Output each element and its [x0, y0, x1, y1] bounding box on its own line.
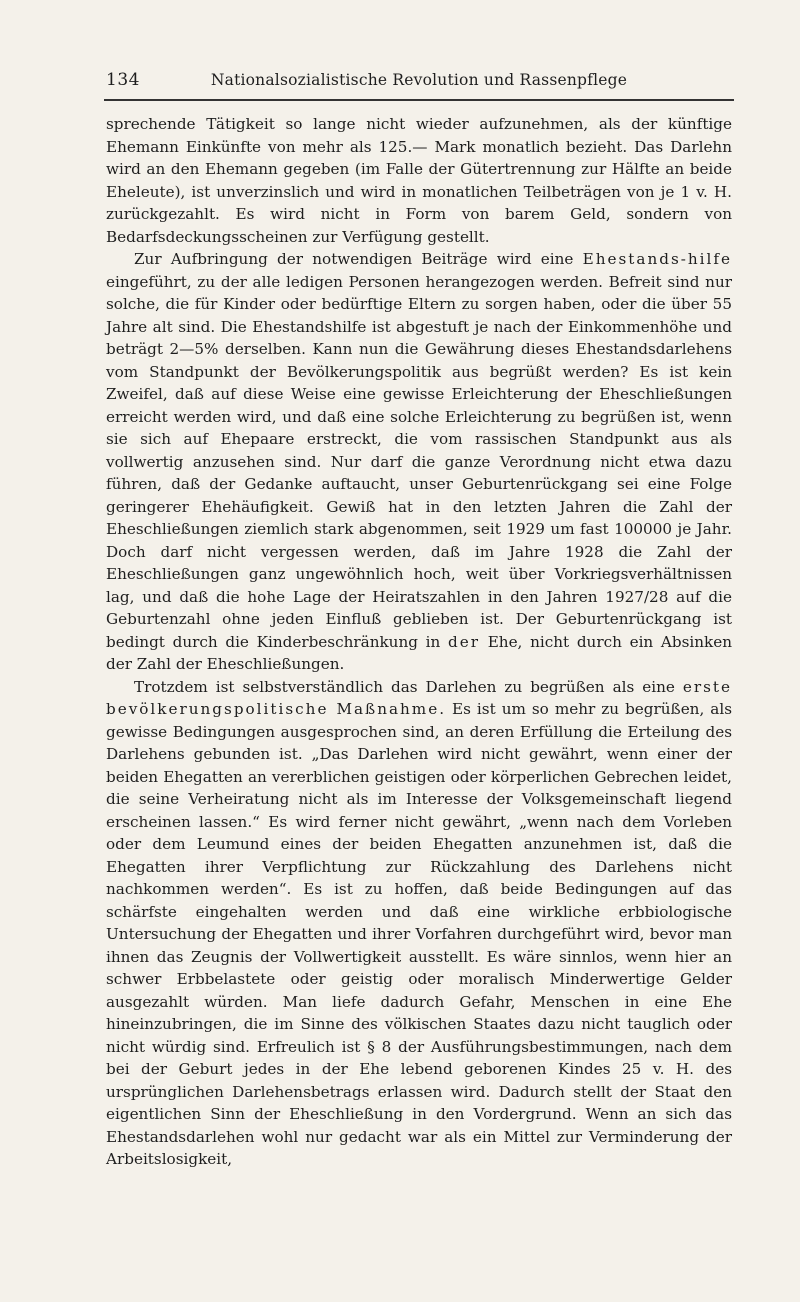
paragraph: [106, 676, 732, 1171]
paragraph-text: Ehe, nicht durch ein Absinken der Zahl der Eheschließungen.: [106, 632, 733, 673]
emphasized-term: der: [448, 632, 480, 651]
body-text: [106, 113, 732, 1171]
emphasized-term: erste bevölkerungspolitische Maßnahme.: [106, 677, 732, 718]
running-head: Nationalsozialistische Revolution und Rassenpflege: [210, 71, 628, 89]
paragraph-text: eingeführt, zu der alle ledigen Personen herangezogen werden. Befreit sind nur solche, die für Kinder oder bedürftige Eltern zu sorgen haben, oder die über 55 Jahre alt sind. Die Ehestandshilfe ist abgestuft je nach der Einkommenhöhe und beträgt 2—5% derselben. Kann nun die Gewährung dieses Ehestandsdarlehens vom Standpunkt der Bevölkerungspolitik aus begrüßt werden? Es ist kein Zweifel, daß auf diese Weise eine gewisse Erleichterung der Eheschließungen erreicht werden wird, und daß eine solche Erleichterung zu begrüßen ist, wenn sie sich auf Ehepaare erstreckt, die vom rassischen Standpunkt aus als vollwertig anzusehen sind. Nur darf die ganze Verordnung nicht etwa dazu führen, daß der Gedanke auftaucht, unser Geburtenrückgang sei eine Folge geringerer Ehehäufigkeit. Gewiß hat in den letzten Jahren die Zahl der Eheschließungen ziemlich stark abgenommen, seit 1929 um fast 100000 je Jahr. Doch darf nicht vergessen werden, daß im Jahre 1928 die Zahl der Eheschließungen ganz ungewöhnlich hoch, weit über Vorkriegsverhältnissen lag, und daß die hohe Lage der Heiratszahlen in den Jahren 1927/28 auf die Geburtenzahl ohne jeden Einfluß geblieben ist. Der Geburtenrückgang ist bedingt durch die Kinderbeschränkung in: [106, 272, 732, 651]
paragraph: [106, 248, 732, 676]
paragraph-text: Zur Aufbringung der notwendigen Beiträge wird eine: [134, 250, 583, 268]
page-number: 134: [106, 70, 140, 90]
paragraph-text: Trotzdem ist selbstverständlich das Darlehen zu begrüßen als eine: [134, 677, 683, 696]
paragraph-text: Es ist um so mehr zu begrüßen, als gewisse Bedingungen ausgesprochen sind, an deren Erfüllung die Erteilung des Darlehens gebunden ist. „Das Darlehen wird nicht gewährt, wenn einer der beiden Ehegatten an vererblichen geistigen oder körperlichen Gebrechen leidet, die seine Verheiratung nicht als im Interesse der Volksgemeinschaft liegend erscheinen lassen.“ Es wird ferner nicht gewährt, „wenn nach dem Vorleben oder dem Leumund eines der beiden Ehegatten anzunehmen ist, daß die Ehegatten ihrer Verpflichtung zur Rückzahlung des Darlehens nicht nachkommen werden“. Es ist zu hoffen, daß beide Bedingungen auf das schärfste eingehalten werden und daß eine wirkliche erbbiologische Untersuchung der Ehegatten und ihrer Vorfahren durchgeführt wird, bevor man ihnen das Zeugnis der Vollwertigkeit ausstellt. Es wäre sinnlos, wenn hier an schwer Erbbelastete oder geistig oder moralisch Minderwertige Gelder ausgezahlt würden. Man liefe dadurch Gefahr, Menschen in eine Ehe hineinzubringen, die im Sinne des völkischen Staates dazu nicht tauglich oder nicht würdig sind. Erfreulich ist § 8 der Ausführungsbestimmungen, nach dem bei der Geburt jedes in der Ehe lebend geborenen Kindes 25 v. H. des ursprünglichen Darlehensbetrags erlassen wird. Dadurch stellt der Staat den eigentlichen Sinn der Eheschließung in den Vordergrund. Wenn an sich das Ehestandsdarlehen wohl nur gedacht war als ein Mittel zur Verminderung der Arbeitslosigkeit,: [106, 700, 733, 1168]
header-rule: [104, 99, 734, 101]
emphasized-term: Ehestands-hilfe: [582, 250, 732, 268]
paragraph: sprechende Tätigkeit so lange nicht wieder aufzunehmen, als der künftige Ehemann Einkünfte von mehr als 125.— Mark monatlich bezieht. Das Darlehn wird an den Ehemann gegeben (im Falle der Gütertrennung zur Hälfte an beide Eheleute), ist unverzinslich und wird in monatlichen Teilbeträgen von je 1 v. H. zurückgezahlt. Es wird nicht in Form von barem Geld, sondern von Bedarfsdeckungsscheinen zur Verfügung gestellt.: [106, 115, 732, 246]
page-header: [106, 70, 732, 96]
